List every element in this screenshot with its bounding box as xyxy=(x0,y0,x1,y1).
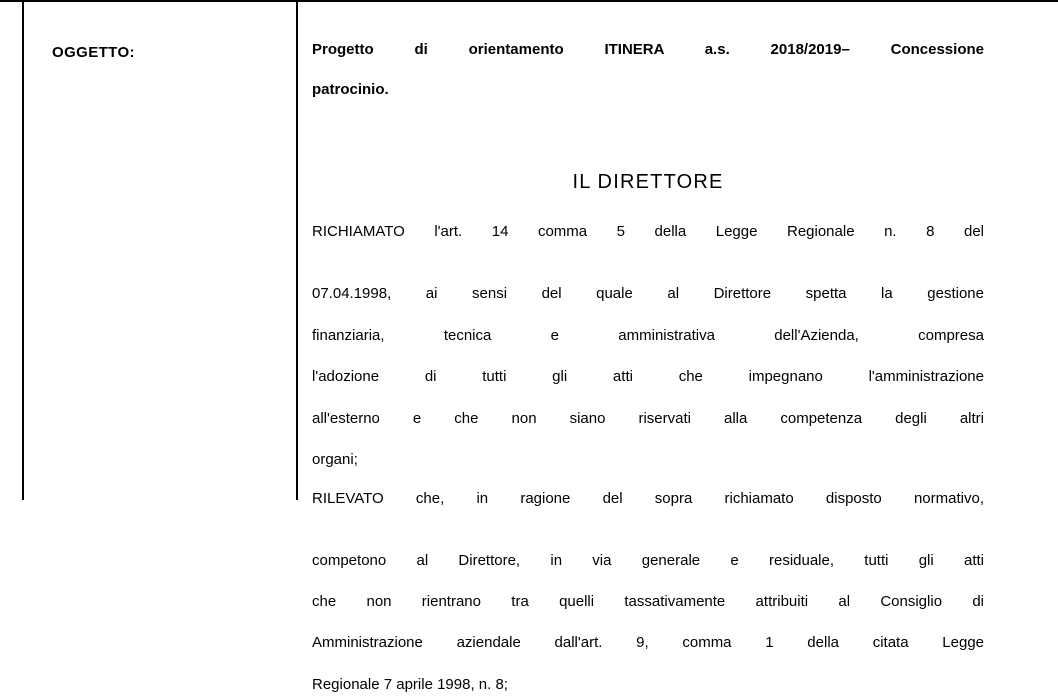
clause-rilevato xyxy=(312,489,984,696)
clause-body xyxy=(312,265,984,471)
clause-line: competono al Direttore, in via generale e residuale, tutti gli atti xyxy=(312,551,984,569)
table-left-border xyxy=(22,0,24,500)
table-column-divider xyxy=(296,0,298,500)
table-top-border xyxy=(0,0,1058,2)
clause-first-line xyxy=(312,489,984,530)
clause-line: Amministrazione aziendale dall'art. 9, comma 1 della citata Legge xyxy=(312,634,984,652)
clause-line: 07.04.1998, ai sensi del quale al Direttore spetta la gestione xyxy=(312,285,984,303)
clause-first-line xyxy=(312,222,984,263)
document-content xyxy=(312,40,984,696)
clause-richiamato xyxy=(312,222,984,470)
clause-line: organi; xyxy=(312,450,358,468)
clause-first-line-rest: che, in ragione del sopra richiamato disposto normativo, xyxy=(415,489,984,507)
clause-keyword: RICHIAMATO xyxy=(312,223,405,241)
clause-first-line-rest: l'art. 14 comma 5 della Legge Regionale n. 8 del xyxy=(434,223,984,241)
clause-line: all'esterno e che non siano riservati alla competenza degli altri xyxy=(312,409,984,427)
subject-text xyxy=(312,40,984,99)
clause-line: finanziaria, tecnica e amministrativa dell'Azienda, compresa xyxy=(312,326,984,344)
clause-line: che non rientrano tra quelli tassativamente attribuiti al Consiglio di xyxy=(312,593,984,611)
subject-line: patrocinio. xyxy=(312,80,389,98)
page-title: IL DIRETTORE xyxy=(572,171,724,194)
clause-keyword: RILEVATO xyxy=(312,489,384,507)
subject-label: OGGETTO: xyxy=(52,44,135,61)
clause-line: Regionale 7 aprile 1998, n. 8; xyxy=(312,675,508,693)
clause-body xyxy=(312,531,984,696)
clause-line: l'adozione di tutti gli atti che impegnano l'amministrazione xyxy=(312,368,984,386)
subject-line: Progetto di orientamento ITINERA a.s. 2018/2019– Concessione xyxy=(312,41,984,58)
